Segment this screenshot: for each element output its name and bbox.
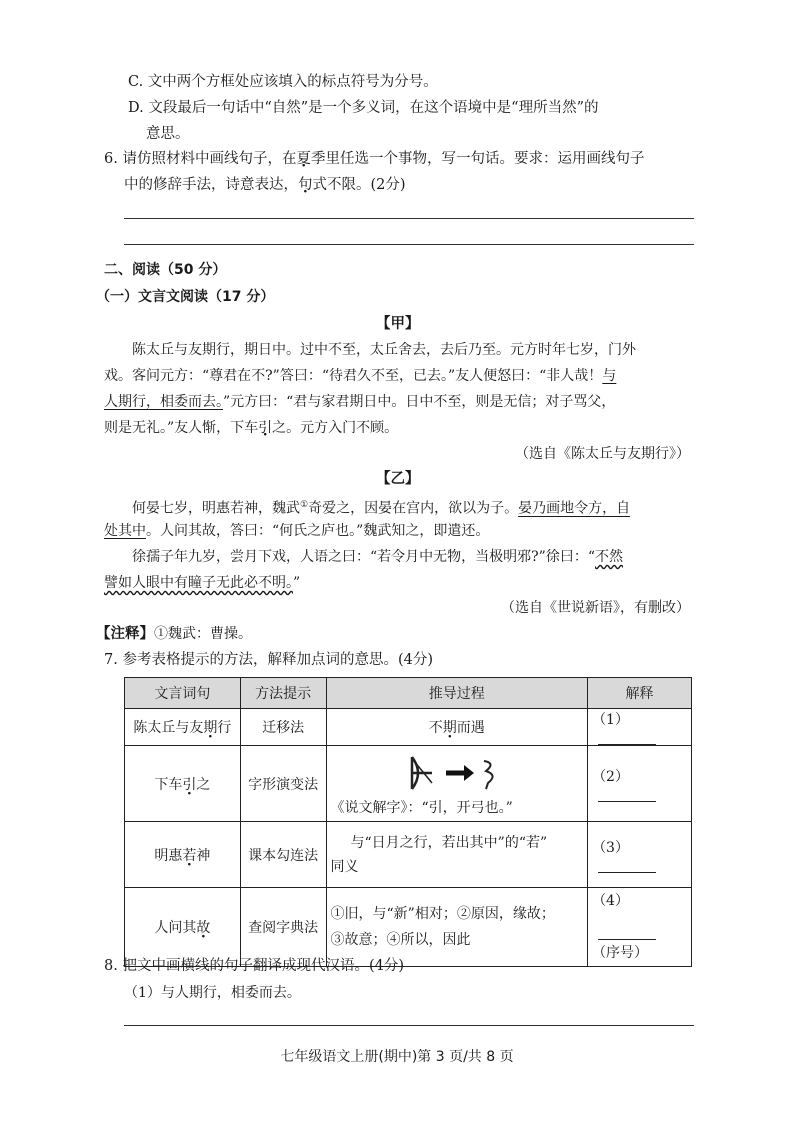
- row4-answer-blank[interactable]: [598, 925, 656, 940]
- row3-process: [326, 822, 588, 888]
- row4-proc-1: ①旧，与“新”相对；②原因，缘故；: [330, 906, 555, 922]
- row1-phrase-b: 行: [217, 720, 232, 736]
- row4-process: [326, 888, 588, 967]
- annotation-text: ①魏武：曹操。: [154, 626, 252, 642]
- row2-ans-label: （2）: [592, 768, 629, 785]
- passage-yi-line3: [132, 547, 623, 567]
- yi-note-marker: ①: [300, 500, 309, 510]
- passage-jia-source: （选自《陈太丘与友期行》）: [515, 446, 690, 462]
- row3-answer-blank[interactable]: [598, 858, 656, 873]
- row2-phrase-b: 之: [196, 776, 211, 793]
- row2-phrase-dot: 引: [182, 776, 197, 793]
- q6-line2: [124, 175, 406, 195]
- section-title: 二、阅读（50 分）: [104, 262, 227, 278]
- row2-method: 字形演变法: [240, 746, 326, 822]
- row3-proc-1: 与“日月之行，若出其中”的“若”: [350, 834, 548, 851]
- q8-answer-line[interactable]: [124, 1025, 694, 1026]
- row3-phrase-b: 神: [196, 847, 211, 864]
- row1-proc-b: 而遇: [456, 720, 485, 736]
- passage-yi-line2: [104, 521, 489, 541]
- q5-option-d-line2: 意思。: [146, 126, 190, 142]
- table-row: [125, 822, 692, 888]
- q6-text-c: 季里任选一个事物，写一句话。要求：运用画线句子: [310, 151, 645, 167]
- row3-phrase: [125, 822, 241, 888]
- row3-method: 课本勾连法: [240, 822, 326, 888]
- row2-phrase: [125, 746, 241, 822]
- row4-phrase: [125, 888, 241, 967]
- passage-jia-title: 【甲】: [376, 315, 420, 332]
- subsection-title: （一）文言文阅读（17 分）: [96, 289, 275, 305]
- row4-ans-note: （序号）: [592, 945, 649, 961]
- row4-phrase-a: 人问其: [154, 920, 197, 936]
- jia-l4-text-c: 之。元方入门不顾。: [272, 420, 399, 436]
- passage-yi-source: （选自《世说新语》，有删改）: [501, 600, 690, 616]
- row2-phrase-a: 下车: [154, 776, 183, 793]
- q7-prompt: 7. 参考表格提示的方法，解释加点词的意思。(4分): [104, 652, 433, 668]
- row4-proc-2: ③故意；④所以，因此: [330, 932, 471, 948]
- row2-proc-text: 《说文解字》：“引，开弓也。”: [330, 800, 513, 816]
- table-row: [125, 709, 692, 746]
- row1-proc-a: 不: [428, 720, 443, 736]
- bow-glyph-evolution-illustration: [402, 753, 512, 793]
- passage-jia-line3: [104, 392, 615, 412]
- passage-jia-line2: [104, 366, 616, 386]
- q6-text-e: 式不限。(2分): [312, 177, 406, 193]
- header-method: 方法提示: [240, 678, 326, 709]
- row3-ans-label: （3）: [592, 839, 629, 856]
- header-answer: 解释: [588, 678, 692, 709]
- yi-l1-text-a: 何晏七岁，明惠若神，魏武: [132, 500, 300, 517]
- row3-proc-2: 同义: [330, 858, 359, 875]
- q6-line1: [104, 149, 644, 169]
- row1-answer[interactable]: [588, 709, 692, 746]
- jia-l2-text: 戏。客问元方：“尊君在不?”答曰：“待君久不至，已去。”友人便怒曰：“非人哉！: [104, 368, 603, 384]
- passage-jia-line1: 陈太丘与友期行，期日中。过中不至，太丘舍去，去后乃至。元方时年七岁，门外: [132, 342, 636, 358]
- row4-ans-label: （4）: [592, 893, 629, 909]
- passage-yi-title: 【乙】: [376, 470, 420, 487]
- row2-process: [326, 746, 588, 822]
- q8-item1: （1）与人期行，相委而去。: [124, 985, 301, 1001]
- q6-answer-line-2[interactable]: [124, 244, 694, 245]
- yi-l1-text-b: 奇爱之，因晏在宫内，欲以为子。: [308, 500, 519, 517]
- table-row: [125, 746, 692, 822]
- page-footer: 七年级语文上册(期中)第 3 页/共 8 页: [280, 1049, 514, 1065]
- header-phrase: 文言词句: [125, 678, 241, 709]
- q6-dotted-char-2: 句: [298, 177, 313, 193]
- table-header-row: [125, 678, 692, 709]
- yi-l3-text: 徐孺子年九岁，尝月下戏，人语之曰：“若令月中无物，当极明邪?”徐曰：“: [132, 549, 595, 565]
- yi-l4-end: ”: [293, 575, 301, 591]
- passage-yi-line4: [104, 573, 300, 593]
- row1-phrase: [125, 709, 241, 746]
- jia-underlined-start: 与: [602, 368, 617, 384]
- yi-wavy-sentence: 譬如人眼中有瞳子无此必不明。: [104, 575, 293, 591]
- passage-yi-line1: [132, 495, 630, 519]
- row3-phrase-dot: 若: [182, 847, 197, 864]
- row1-phrase-a: 陈太丘与友: [133, 720, 204, 736]
- row4-method: 查阅字典法: [240, 888, 326, 967]
- row3-answer[interactable]: [588, 822, 692, 888]
- yi-underlined-a: 晏乃画地令方，自: [518, 500, 631, 517]
- yi-wavy-start: 不然: [594, 549, 623, 565]
- q6-text-a: 6. 请仿照材料中画线句子，在: [104, 151, 297, 167]
- row1-proc-dot: 期: [442, 720, 457, 736]
- row1-answer-blank[interactable]: [598, 730, 656, 745]
- table-row: [125, 888, 692, 967]
- jia-l3-text: ”元方曰：“君与家君期日中。日中不至，则是无信；对子骂父，: [223, 394, 616, 410]
- jia-underlined-sentence: 人期行，相委而去。: [104, 394, 223, 410]
- annotation-label: 【注释】: [96, 626, 154, 642]
- row2-answer[interactable]: [588, 746, 692, 822]
- q8-prompt: 8. 把文中画横线的句子翻译成现代汉语。(4分): [104, 958, 404, 974]
- q5-option-d-line1: D. 文段最后一句话中“自然”是一个多义词，在这个语境中是“理所当然”的: [128, 100, 599, 116]
- row4-phrase-dot: 故: [196, 920, 211, 936]
- q5-option-c: C. 文中两个方框处应该填入的标点符号为分号。: [128, 74, 438, 90]
- row1-method: 迁移法: [240, 709, 326, 746]
- passage-jia-line4: [104, 418, 398, 438]
- yi-underlined-b: 处其中: [104, 523, 146, 539]
- yi-l2-text: 。人问其故，答曰：“何氏之庐也。”魏武知之，即遣还。: [146, 523, 490, 539]
- row1-process: [326, 709, 588, 746]
- q6-dotted-char: 夏: [296, 151, 311, 167]
- row3-phrase-a: 明惠: [154, 847, 183, 864]
- row2-answer-blank[interactable]: [598, 787, 656, 802]
- row1-phrase-dot: 期: [203, 720, 218, 736]
- jia-l4-text-a: 则是无礼。”友人惭，下车: [104, 420, 259, 436]
- annotation: [96, 624, 252, 644]
- row1-ans-label: （1）: [592, 712, 629, 728]
- jia-dotted-yin: 引: [258, 420, 273, 436]
- q6-text-d: 中的修辞手法，诗意表达，: [124, 177, 298, 193]
- q7-table: [124, 677, 692, 967]
- q6-answer-line-1[interactable]: [124, 218, 694, 219]
- header-process: 推导过程: [326, 678, 588, 709]
- row4-answer[interactable]: [588, 888, 692, 967]
